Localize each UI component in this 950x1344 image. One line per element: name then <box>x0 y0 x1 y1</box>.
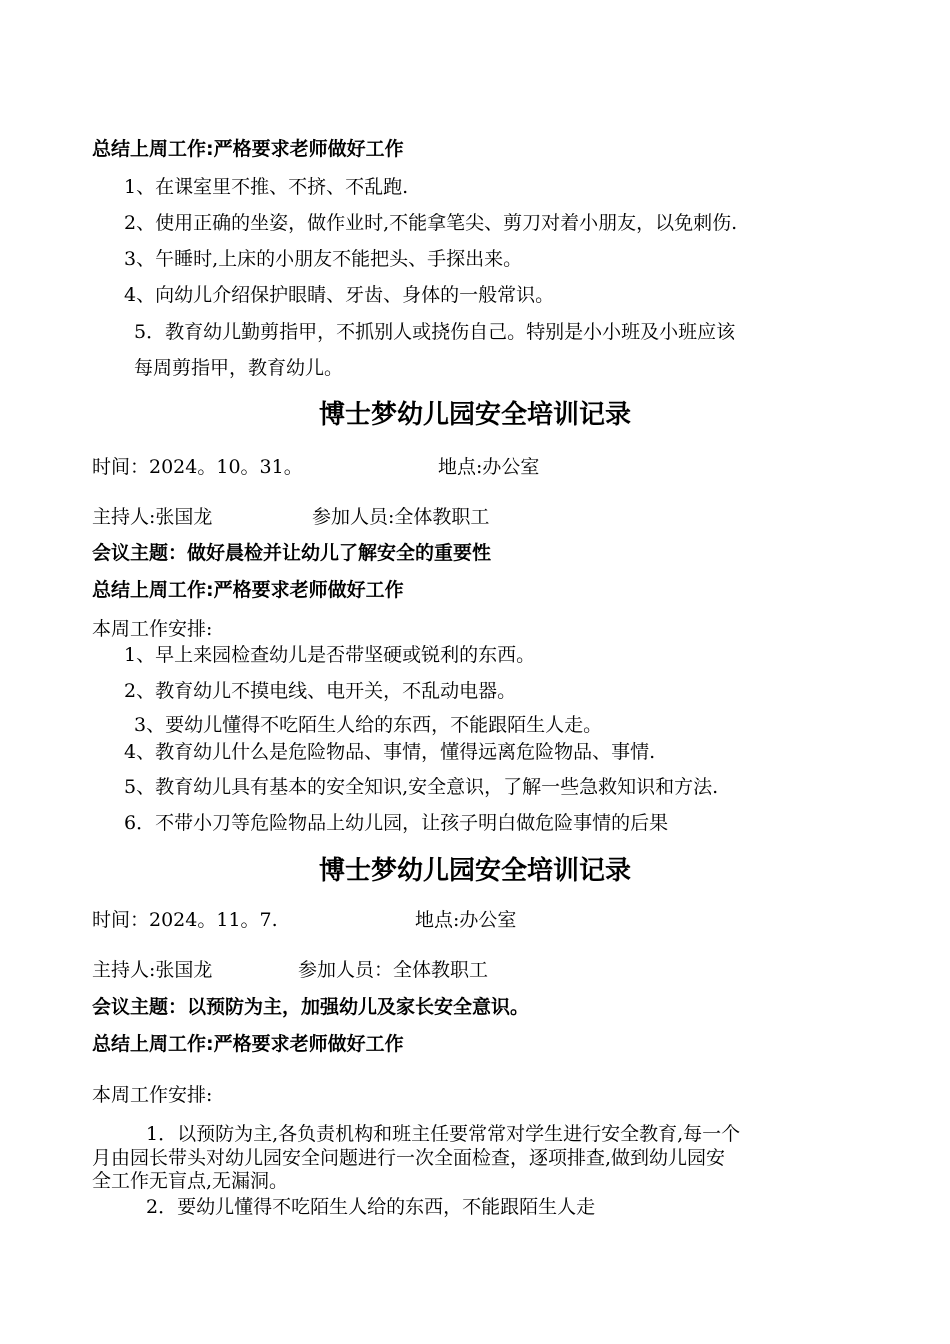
list-item-continuation: 每周剪指甲，教育幼儿。 <box>134 357 344 379</box>
list-item: 5、教育幼儿具有基本的安全知识,安全意识，了解一些急救知识和方法. <box>124 776 719 798</box>
meeting-place: 地点:办公室 <box>438 456 540 478</box>
meeting-participants: 参加人员:全体教职工 <box>312 506 490 528</box>
record-title: 博士梦幼儿园安全培训记录 <box>318 400 631 430</box>
list-item: 3、午睡时,上床的小朋友不能把头、手探出来。 <box>124 248 523 270</box>
meeting-host: 主持人:张国龙 <box>92 506 213 528</box>
meeting-time: 时间：2024。10。31。 <box>92 456 303 478</box>
paragraph-line: 月由园长带头对幼儿园安全问题进行一次全面检查，逐项排查,做到幼儿园安 <box>92 1147 726 1169</box>
list-item: 4、教育幼儿什么是危险物品、事情，懂得远离危险物品、事情. <box>124 741 656 763</box>
list-item: 2、教育幼儿不摸电线、电开关，不乱动电器。 <box>124 680 517 702</box>
paragraph-line: 全工作无盲点,无漏洞。 <box>92 1170 289 1192</box>
meeting-topic: 会议主题：以预防为主，加强幼儿及家长安全意识。 <box>92 996 530 1018</box>
list-item: 6．不带小刀等危险物品上幼儿园，让孩子明白做危险事情的后果 <box>124 812 669 834</box>
summary-heading: 总结上周工作:严格要求老师做好工作 <box>92 579 404 601</box>
list-item: 1、在课室里不推、不挤、不乱跑. <box>124 176 409 198</box>
list-item: 4、向幼儿介绍保护眼睛、牙齿、身体的一般常识。 <box>124 284 555 306</box>
list-item: 1、早上来园检查幼儿是否带坚硬或锐利的东西。 <box>124 644 536 666</box>
summary-heading: 总结上周工作:严格要求老师做好工作 <box>92 1033 404 1055</box>
summary-heading: 总结上周工作:严格要求老师做好工作 <box>92 138 404 160</box>
meeting-place: 地点:办公室 <box>415 909 517 931</box>
meeting-topic: 会议主题：做好晨检并让幼儿了解安全的重要性 <box>92 542 492 564</box>
record-title: 博士梦幼儿园安全培训记录 <box>318 856 631 886</box>
list-item: 3、要幼儿懂得不吃陌生人给的东西，不能跟陌生人走。 <box>134 714 603 736</box>
list-item: 5．教育幼儿勤剪指甲，不抓别人或挠伤自己。特别是小小班及小班应该 <box>134 321 736 343</box>
plan-label: 本周工作安排: <box>92 618 213 640</box>
paragraph-line: 1．以预防为主,各负责机构和班主任要常常对学生进行安全教育,每一个 <box>146 1123 741 1145</box>
list-item: 2、使用正确的坐姿，做作业时,不能拿笔尖、剪刀对着小朋友，以免刺伤. <box>124 212 738 234</box>
meeting-host: 主持人:张国龙 <box>92 959 213 981</box>
list-item: 2．要幼儿懂得不吃陌生人给的东西，不能跟陌生人走 <box>146 1196 596 1218</box>
meeting-participants: 参加人员：全体教职工 <box>298 959 489 981</box>
meeting-time: 时间：2024。11。7. <box>92 909 278 931</box>
plan-label: 本周工作安排: <box>92 1084 213 1106</box>
